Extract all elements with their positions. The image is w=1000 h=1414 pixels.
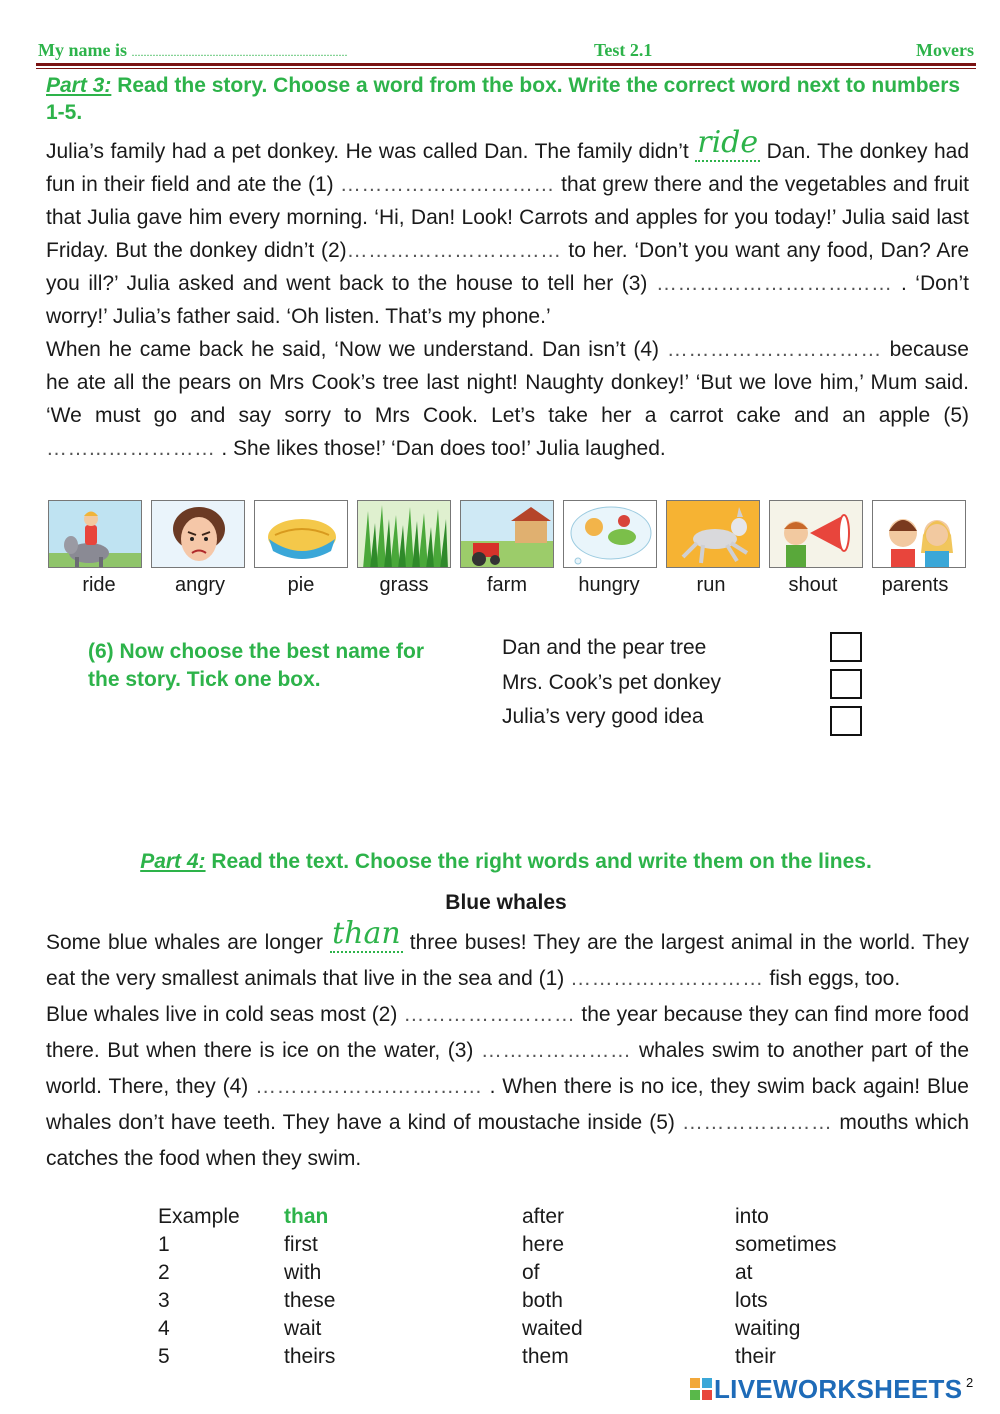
option-mrs-cook-donkey: Mrs. Cook’s pet donkey <box>502 671 722 694</box>
choice-a: wait <box>284 1317 322 1340</box>
tick-box-1[interactable] <box>830 632 862 662</box>
part4-instruction-text: Read the text. Choose the right words and write them on the lines. <box>211 850 872 873</box>
word-ride: ride <box>82 574 116 596</box>
part3-label: Part 3: <box>46 74 112 97</box>
choice-c: at <box>735 1261 753 1284</box>
text-blank-3[interactable]: ………………… <box>480 1039 632 1062</box>
part4-label: Part 4: <box>140 850 206 873</box>
logo-text: LIVEWORKSHEETS <box>714 1374 963 1404</box>
choices-row <box>158 1203 895 1231</box>
word-angry: angry <box>174 574 226 596</box>
choice-c: into <box>735 1205 769 1228</box>
text-paragraph-1 <box>46 916 969 997</box>
text-blank-1[interactable]: ……………………… <box>570 967 764 990</box>
choices-row <box>158 1231 895 1259</box>
pie-picture <box>254 500 348 568</box>
story-text: fish eggs, too. <box>763 967 901 990</box>
choice-a: first <box>284 1233 318 1256</box>
word-hungry: hungry <box>578 574 640 596</box>
choices-row <box>158 1315 895 1343</box>
part3-instruction <box>46 72 971 126</box>
choice-b: of <box>522 1261 540 1284</box>
choices-row <box>158 1259 895 1287</box>
word-parents: parents <box>881 574 949 596</box>
example-answer-than: than <box>332 916 401 951</box>
word-box-pictures <box>48 500 968 570</box>
word-choices-table <box>158 1203 895 1371</box>
choice-b: after <box>522 1205 565 1228</box>
word-run: run <box>696 574 726 596</box>
story-paragraph-1 <box>46 125 970 333</box>
hungry-picture <box>563 500 657 568</box>
logo-grid-icon <box>690 1378 712 1400</box>
example-answer-ride: ride <box>697 125 759 160</box>
choice-c: sometimes <box>735 1233 837 1256</box>
header-rule-thick <box>36 63 976 66</box>
story-text: mouths which catches the food when they swim. <box>46 1111 969 1170</box>
text-blank-5[interactable]: ………………… <box>681 1111 833 1134</box>
story-text: Dan. The donkey had fun in their field and ate the (1) <box>46 140 970 196</box>
choice-a: than <box>284 1205 329 1228</box>
word-shout: shout <box>788 574 838 596</box>
choice-number: 1 <box>158 1233 170 1256</box>
story-paragraph-2 <box>46 333 969 465</box>
choice-b: waited <box>522 1317 583 1340</box>
answer-blank-1[interactable]: ………………………… <box>339 173 555 196</box>
tick-box-3[interactable] <box>830 706 862 736</box>
grass-picture <box>357 500 451 568</box>
choices-row <box>158 1343 895 1371</box>
ride-picture <box>48 500 142 568</box>
choices-row <box>158 1287 895 1315</box>
part4-instruction <box>0 848 1000 875</box>
name-input-line[interactable]: ........................................................................ <box>131 45 348 59</box>
run-picture <box>666 500 760 568</box>
choice-c: their <box>735 1345 776 1368</box>
story-text: Blue whales live in cold seas most (2) <box>46 1003 404 1026</box>
test-label: Test 2.1 <box>594 40 653 60</box>
choice-b: both <box>522 1289 563 1312</box>
story-text: . When there is no ice, they swim back again! Blue whales don’t have teeth. They have a kind of moustache inside (5) <box>46 1075 969 1134</box>
story-text: because he ate all the pears on Mrs Cook’s tree last night! Naughty donkey!’ ‘But we love him,’ Mum said. ‘We must go and say sorry to Mrs Cook. Let’s take her a carrot cake and an apple (5) <box>46 338 969 427</box>
answer-blank-3[interactable]: …………………………… <box>655 272 893 295</box>
story-text: Some blue whales are longer <box>46 931 331 954</box>
choice-number: 4 <box>158 1317 170 1340</box>
name-label: My name is <box>38 40 127 60</box>
word-grass: grass <box>379 574 429 596</box>
story-text: to her. ‘Don’t you want any food, Dan? Are you ill?’ Julia asked and went back to the house to tell her (3) <box>46 239 970 295</box>
tick-box-2[interactable] <box>830 669 862 699</box>
page-header <box>38 40 974 62</box>
choice-number: Example <box>158 1205 240 1228</box>
question-6-instruction: (6) Now choose the best name for the story. Tick one box. <box>88 640 425 691</box>
choice-c: lots <box>735 1289 768 1312</box>
story-text: that grew there and the vegetables and fruit that Julia gave him every morning. ‘Hi, Dan! Look! Carrots and apples for you today!’ Julia said last Friday. But the donkey didn’t (2) <box>46 173 969 262</box>
text-paragraph-2 <box>46 997 969 1177</box>
text-blank-2[interactable]: …………………… <box>403 1003 576 1026</box>
story-text: whales swim to another part of the world. There, they (4) <box>46 1039 970 1098</box>
story-text: . She likes those!’ ‘Dan does too!’ Julia laughed. <box>215 437 666 460</box>
option-julia-good-idea: Julia’s very good idea <box>502 705 704 728</box>
choice-a: theirs <box>284 1345 336 1368</box>
choice-a: with <box>284 1261 322 1284</box>
choice-number: 2 <box>158 1261 170 1284</box>
word-box-labels <box>48 574 968 598</box>
story-text: Julia’s family had a pet donkey. He was called Dan. The family didn’t <box>46 140 696 163</box>
word-farm: farm <box>487 574 527 596</box>
answer-blank-2[interactable]: ………………………… <box>346 239 562 262</box>
text-blank-4[interactable]: ……………….…….…… <box>255 1075 483 1098</box>
choice-b: here <box>522 1233 565 1256</box>
header-rule-thin <box>36 68 976 69</box>
word-pie: pie <box>287 574 315 596</box>
choice-c: waiting <box>735 1317 801 1340</box>
story-text: When he came back he said, ‘Now we understand. Dan isn’t (4) <box>46 338 667 361</box>
part3-instruction-text: Read the story. Choose a word from the box. Write the correct word next to numbers 1-5. <box>46 74 961 124</box>
option-dan-pear-tree: Dan and the pear tree <box>502 636 707 659</box>
page-number: 2 <box>966 1375 974 1390</box>
text-title: Blue whales <box>445 891 567 914</box>
answer-blank-5[interactable]: ……...…………… <box>46 437 216 460</box>
part3-story <box>46 125 970 465</box>
story-text: three buses! They are the largest animal in the world. They eat the very smallest animals that live in the sea and (1) <box>46 931 969 990</box>
choice-number: 5 <box>158 1345 170 1368</box>
name-line <box>38 40 348 61</box>
answer-blank-4[interactable]: ………………………… <box>666 338 882 361</box>
level-label: Movers <box>916 40 974 60</box>
parents-picture <box>872 500 966 568</box>
choice-number: 3 <box>158 1289 170 1312</box>
choice-a: these <box>284 1289 336 1312</box>
part4-text <box>46 916 970 1177</box>
story-text: . ‘Don’t worry!’ Julia’s father said. ‘Oh listen. That’s my phone.’ <box>46 272 969 328</box>
farm-picture <box>460 500 554 568</box>
choice-b: them <box>522 1345 569 1368</box>
story-text: the year because they can find more food there. But when there is ice on the water, (3) <box>46 1003 969 1062</box>
angry-picture <box>151 500 245 568</box>
shout-picture <box>769 500 863 568</box>
